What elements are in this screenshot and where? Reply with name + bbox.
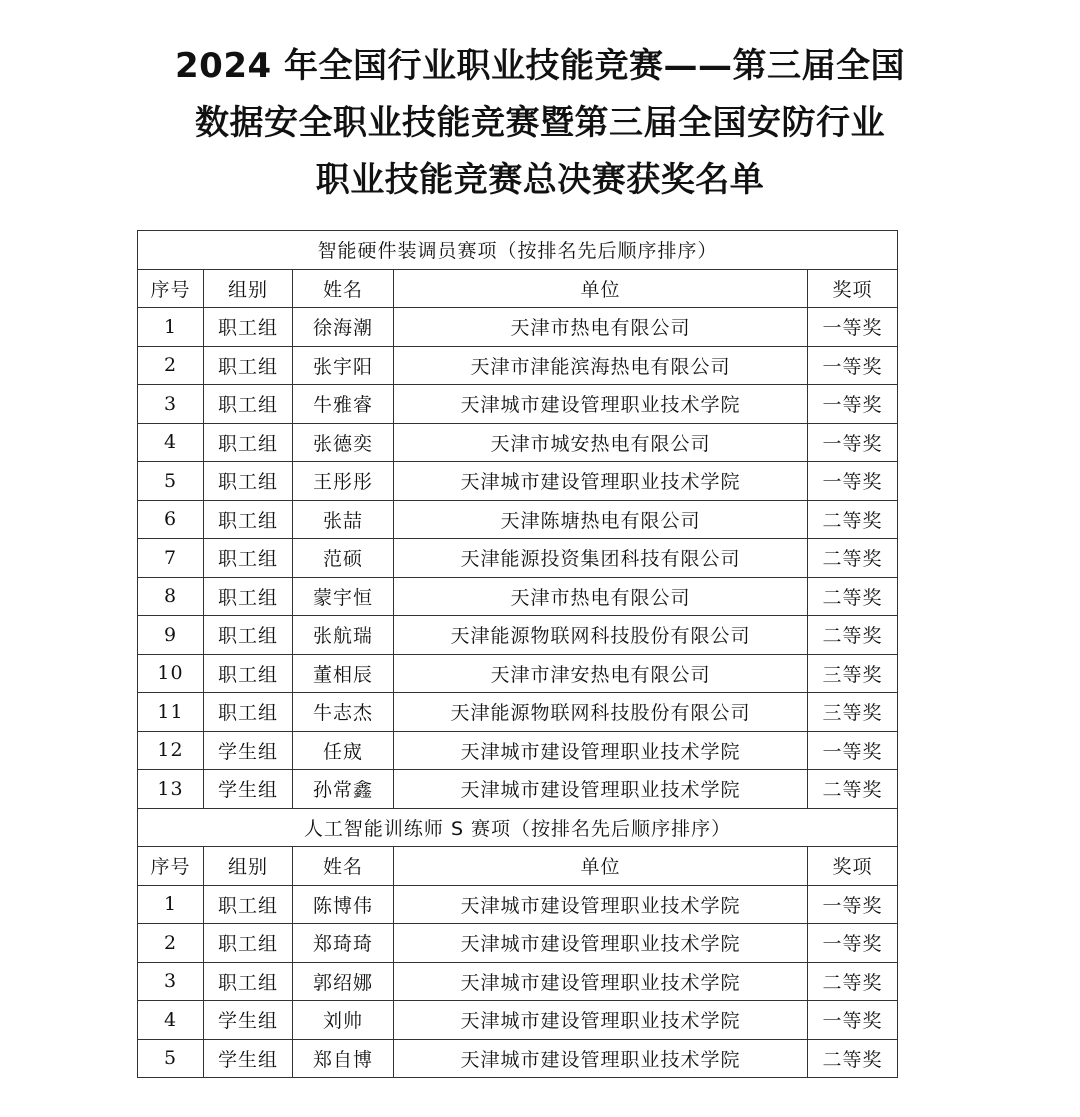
section-title-row (138, 808, 898, 847)
cell-group: 职工组 (204, 885, 293, 924)
cell-unit: 天津城市建设管理职业技术学院 (394, 385, 808, 424)
cell-group: 职工组 (204, 693, 293, 732)
cell-index: 10 (138, 654, 204, 693)
document-title (0, 38, 1080, 209)
cell-name: 牛雅睿 (293, 385, 394, 424)
table-row (138, 577, 898, 616)
title-line-3: 职业技能竞赛总决赛获奖名单 (315, 160, 765, 200)
cell-group: 职工组 (204, 308, 293, 347)
cell-unit: 天津城市建设管理职业技术学院 (394, 462, 808, 501)
title-line-1: 2024 年全国行业职业技能竞赛——第三届全国 (175, 46, 905, 86)
cell-name: 董相辰 (293, 654, 394, 693)
table-row (138, 731, 898, 770)
cell-name: 陈博伟 (293, 885, 394, 924)
cell-index: 11 (138, 693, 204, 732)
cell-award: 一等奖 (808, 346, 898, 385)
cell-award: 二等奖 (808, 616, 898, 655)
cell-name: 牛志杰 (293, 693, 394, 732)
cell-name: 范硕 (293, 539, 394, 578)
cell-group: 学生组 (204, 1039, 293, 1078)
cell-group: 学生组 (204, 731, 293, 770)
cell-index: 6 (138, 500, 204, 539)
cell-index: 3 (138, 385, 204, 424)
cell-award: 一等奖 (808, 924, 898, 963)
cell-unit: 天津城市建设管理职业技术学院 (394, 924, 808, 963)
cell-award: 一等奖 (808, 731, 898, 770)
table-row (138, 962, 898, 1001)
header-index: 序号 (138, 269, 204, 308)
cell-award: 二等奖 (808, 500, 898, 539)
title-line-2: 数据安全职业技能竞赛暨第三届全国安防行业 (195, 103, 885, 143)
cell-unit: 天津陈塘热电有限公司 (394, 500, 808, 539)
table-row (138, 924, 898, 963)
cell-index: 12 (138, 731, 204, 770)
table-row (138, 1001, 898, 1040)
table-row (138, 693, 898, 732)
cell-unit: 天津市热电有限公司 (394, 577, 808, 616)
header-unit: 单位 (394, 847, 808, 886)
cell-award: 二等奖 (808, 962, 898, 1001)
cell-award: 一等奖 (808, 1001, 898, 1040)
table-row (138, 616, 898, 655)
cell-index: 8 (138, 577, 204, 616)
cell-group: 职工组 (204, 577, 293, 616)
cell-name: 张喆 (293, 500, 394, 539)
table-row (138, 462, 898, 501)
cell-name: 张德奕 (293, 423, 394, 462)
table-row (138, 770, 898, 809)
cell-name: 王彤彤 (293, 462, 394, 501)
cell-name: 郑自博 (293, 1039, 394, 1078)
cell-unit: 天津市津能滨海热电有限公司 (394, 346, 808, 385)
table-row (138, 423, 898, 462)
cell-award: 一等奖 (808, 423, 898, 462)
header-row (138, 847, 898, 886)
cell-unit: 天津城市建设管理职业技术学院 (394, 1039, 808, 1078)
section-title-row (138, 231, 898, 270)
cell-index: 13 (138, 770, 204, 809)
cell-name: 郑琦琦 (293, 924, 394, 963)
section-title: 人工智能训练师 S 赛项（按排名先后顺序排序） (138, 808, 898, 847)
cell-group: 职工组 (204, 654, 293, 693)
cell-group: 学生组 (204, 1001, 293, 1040)
cell-unit: 天津市热电有限公司 (394, 308, 808, 347)
cell-unit: 天津城市建设管理职业技术学院 (394, 962, 808, 1001)
cell-award: 三等奖 (808, 654, 898, 693)
cell-index: 3 (138, 962, 204, 1001)
cell-group: 职工组 (204, 346, 293, 385)
table-row (138, 308, 898, 347)
cell-name: 郭绍娜 (293, 962, 394, 1001)
cell-unit: 天津城市建设管理职业技术学院 (394, 770, 808, 809)
header-group: 组别 (204, 269, 293, 308)
cell-index: 2 (138, 346, 204, 385)
cell-name: 蒙宇恒 (293, 577, 394, 616)
cell-group: 职工组 (204, 423, 293, 462)
cell-unit: 天津市津安热电有限公司 (394, 654, 808, 693)
table-row (138, 385, 898, 424)
header-unit: 单位 (394, 269, 808, 308)
cell-unit: 天津能源物联网科技股份有限公司 (394, 693, 808, 732)
cell-award: 一等奖 (808, 308, 898, 347)
section-title: 智能硬件装调员赛项（按排名先后顺序排序） (138, 231, 898, 270)
cell-group: 职工组 (204, 539, 293, 578)
cell-unit: 天津能源物联网科技股份有限公司 (394, 616, 808, 655)
table-row (138, 539, 898, 578)
cell-award: 二等奖 (808, 1039, 898, 1078)
header-row (138, 269, 898, 308)
header-name: 姓名 (293, 847, 394, 886)
cell-name: 刘帅 (293, 1001, 394, 1040)
header-index: 序号 (138, 847, 204, 886)
table-row (138, 500, 898, 539)
cell-group: 职工组 (204, 616, 293, 655)
cell-index: 1 (138, 885, 204, 924)
header-award: 奖项 (808, 269, 898, 308)
cell-award: 三等奖 (808, 693, 898, 732)
award-table (137, 230, 898, 1078)
cell-group: 职工组 (204, 462, 293, 501)
table-row (138, 1039, 898, 1078)
cell-index: 2 (138, 924, 204, 963)
cell-award: 一等奖 (808, 462, 898, 501)
cell-name: 徐海潮 (293, 308, 394, 347)
table-row (138, 885, 898, 924)
cell-index: 1 (138, 308, 204, 347)
table-row (138, 346, 898, 385)
header-name: 姓名 (293, 269, 394, 308)
award-table-body (138, 231, 898, 1078)
cell-unit: 天津城市建设管理职业技术学院 (394, 885, 808, 924)
cell-award: 一等奖 (808, 385, 898, 424)
cell-index: 7 (138, 539, 204, 578)
cell-group: 职工组 (204, 924, 293, 963)
cell-index: 9 (138, 616, 204, 655)
cell-index: 5 (138, 462, 204, 501)
cell-name: 张航瑞 (293, 616, 394, 655)
cell-unit: 天津市城安热电有限公司 (394, 423, 808, 462)
cell-group: 职工组 (204, 962, 293, 1001)
table-row (138, 654, 898, 693)
cell-name: 任宬 (293, 731, 394, 770)
cell-group: 职工组 (204, 500, 293, 539)
header-award: 奖项 (808, 847, 898, 886)
cell-index: 4 (138, 423, 204, 462)
cell-award: 二等奖 (808, 770, 898, 809)
cell-group: 学生组 (204, 770, 293, 809)
header-group: 组别 (204, 847, 293, 886)
cell-award: 一等奖 (808, 885, 898, 924)
cell-group: 职工组 (204, 385, 293, 424)
cell-unit: 天津城市建设管理职业技术学院 (394, 1001, 808, 1040)
cell-unit: 天津城市建设管理职业技术学院 (394, 731, 808, 770)
cell-unit: 天津能源投资集团科技有限公司 (394, 539, 808, 578)
cell-award: 二等奖 (808, 539, 898, 578)
cell-name: 孙常鑫 (293, 770, 394, 809)
cell-index: 5 (138, 1039, 204, 1078)
cell-index: 4 (138, 1001, 204, 1040)
cell-name: 张宇阳 (293, 346, 394, 385)
cell-award: 二等奖 (808, 577, 898, 616)
